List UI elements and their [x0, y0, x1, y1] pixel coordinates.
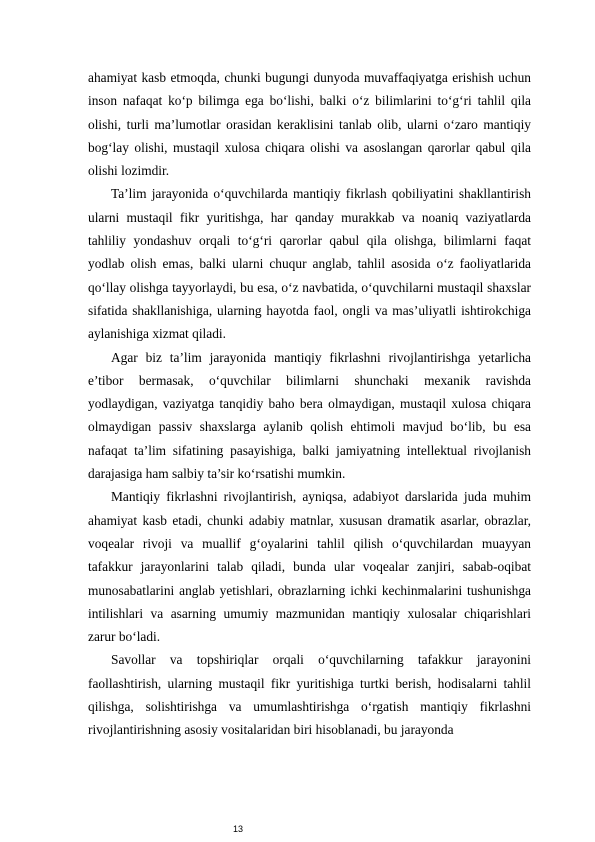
paragraph: Savollar va topshiriqlar orqali o‘quvchilarning tafakkur jarayonini faollashtirish, ularning mustaqil fikr yuritishiga turtki berish, hodisalarni tahlil qilishga, solishtirishga va umumlashtirishga o‘rgatish mantiqiy fikrlashni rivojlantirishning asosiy vositalaridan biri hisoblanadi, bu jarayonda	[88, 652, 531, 738]
body-text	[88, 66, 531, 742]
page-number: 13	[232, 824, 243, 834]
paragraph: Ta’lim jarayonida o‘quvchilarda mantiqiy fikrlash qobiliyatini shakllantirish ularni mustaqil fikr yuritishga, har qanday murakkab va noaniq vaziyatlarda tahliliy yondashuv orqali to‘g‘ri qarorlar qabul qila olishga, bilimlarni faqat yodlab olish emas, balki ularni chuqur anglab, tahlil asosida o‘z faoliyatlarida qo‘llay olishga tayyorlaydi, bu esa, o‘z navbatida, o‘quvchilarni mustaqil shaxslar sifatida shakllanishiga, ularning hayotda faol, ongli va mas’uliyatli ishtirokchiga aylanishiga xizmat qiladi.	[88, 186, 531, 342]
paragraph: Agar biz ta’lim jarayonida mantiqiy fikrlashni rivojlantirishga yetarlicha e’tibor bermasak, o‘quvchilar bilimlarni shunchaki mexanik ravishda yodlaydigan, vaziyatga tanqidiy baho bera olmaydigan, mustaqil xulosa chiqara olmaydigan passiv shaxslarga aylanib qolish ehtimoli mavjud bo‘lib, bu esa nafaqat ta’lim sifatining pasayishiga, balki jamiyatning intellektual rivojlanish darajasiga ham salbiy ta’sir ko‘rsatishi mumkin.	[88, 349, 531, 482]
paragraph: Mantiqiy fikrlashni rivojlantirish, ayniqsa, adabiyot darslarida juda muhim ahamiyat kasb etadi, chunki adabiy matnlar, xususan dramatik asarlar, obrazlar, voqealar rivoji va muallif g‘oyalarini tahlil qilish o‘quvchilardan muayyan tafakkur jarayonlarini talab qiladi, bunda ular voqealar zanjiri, sabab-oqibat munosabatlarini anglab yetishlari, obrazlarning ichki kechinmalarini tushunishga intilishlari va asarning umumiy mazmunidan mantiqiy xulosalar chiqarishlari zarur bo‘ladi.	[88, 489, 531, 645]
paragraph-continuation: ahamiyat kasb etmoqda, chunki bugungi dunyoda muvaffaqiyatga erishish uchun inson nafaqat ko‘p bilimga ega bo‘lishi, balki o‘z bilimlarini to‘g‘ri tahlil qila olishi, turli ma’lumotlar orasidan keraklisini tanlab olib, ularni o‘zaro mantiqiy bog‘lay olishi, mustaqil xulosa chiqara olishi va asoslangan qarorlar qabul qila olishi lozimdir.	[88, 70, 531, 179]
